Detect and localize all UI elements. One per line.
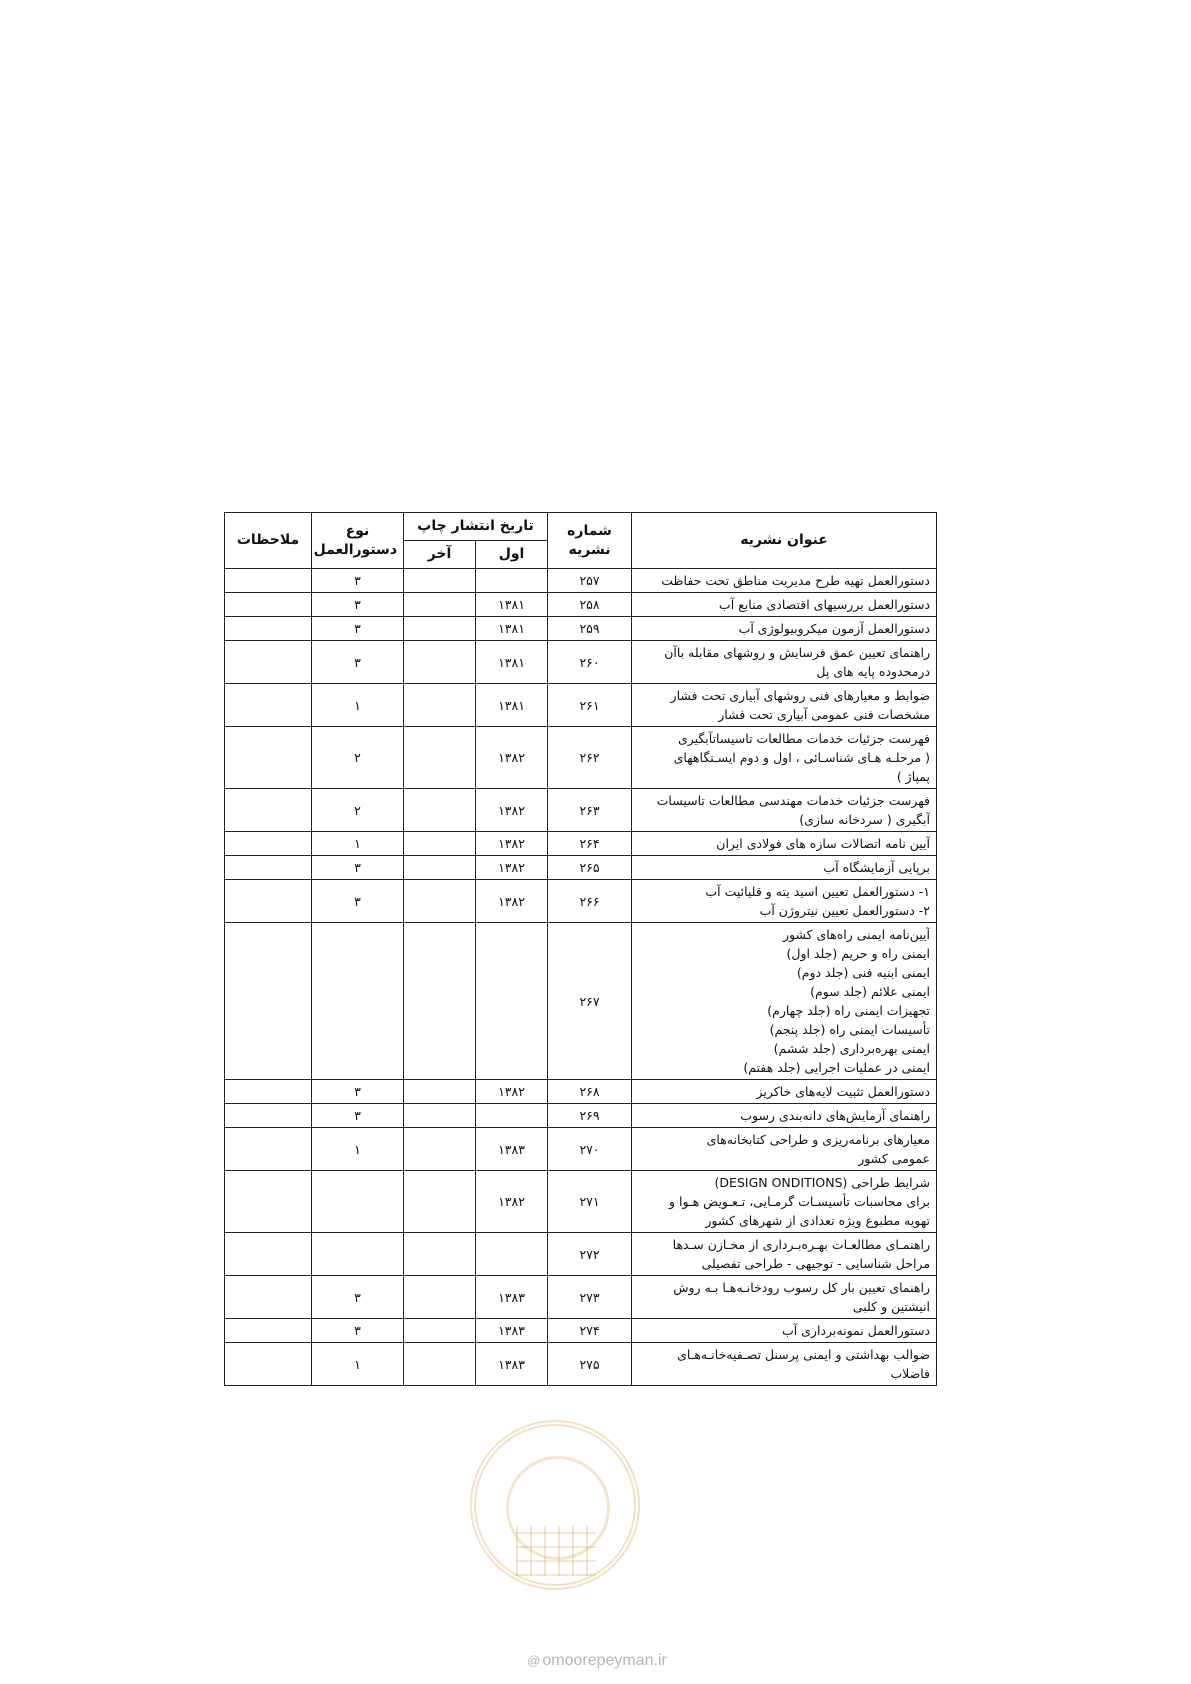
header-first: اول <box>476 541 548 569</box>
table-row <box>225 1171 937 1233</box>
cell-last-print <box>404 641 476 684</box>
cell-notes <box>225 617 312 641</box>
cell-type: ۳ <box>312 880 404 923</box>
title-line: تهویه مطبوع ویژه تعدادی از شهرهای کشور <box>705 1213 931 1228</box>
cell-last-print <box>404 727 476 789</box>
cell-notes <box>225 1104 312 1128</box>
cell-first-print: ۱۳۸۲ <box>476 832 548 856</box>
cell-first-print: ۱۳۸۲ <box>476 727 548 789</box>
cell-notes <box>225 684 312 727</box>
cell-number: ۲۶۹ <box>548 1104 632 1128</box>
cell-title <box>632 593 937 617</box>
title-line: مشخصات فنی عمومی آبیاری تحت فشار <box>718 707 931 722</box>
cell-type: ۳ <box>312 1104 404 1128</box>
cell-last-print <box>404 1233 476 1276</box>
table-row <box>225 789 937 832</box>
cell-notes <box>225 832 312 856</box>
cell-number: ۲۶۳ <box>548 789 632 832</box>
cell-number: ۲۶۵ <box>548 856 632 880</box>
cell-title <box>632 789 937 832</box>
table-row <box>225 880 937 923</box>
cell-title <box>632 1319 937 1343</box>
table-row <box>225 593 937 617</box>
cell-number: ۲۶۴ <box>548 832 632 856</box>
cell-title <box>632 856 937 880</box>
title-line: ایمنی علائم (جلد سوم) <box>810 984 931 999</box>
cell-notes <box>225 569 312 593</box>
cell-last-print <box>404 789 476 832</box>
cell-type <box>312 1233 404 1276</box>
cell-type: ۱ <box>312 684 404 727</box>
title-line: برپایی آزمایشگاه آب <box>823 860 931 875</box>
title-line: تأسیسات ایمنی راه (جلد پنجم) <box>769 1022 931 1037</box>
cell-title <box>632 1128 937 1171</box>
cell-notes <box>225 923 312 1080</box>
cell-first-print <box>476 1104 548 1128</box>
cell-title <box>632 1080 937 1104</box>
cell-notes <box>225 1343 312 1386</box>
cell-notes <box>225 593 312 617</box>
cell-first-print: ۱۳۸۱ <box>476 641 548 684</box>
cell-last-print <box>404 1276 476 1319</box>
cell-number: ۲۵۹ <box>548 617 632 641</box>
title-line: راهنمای تعیین بار کل رسوب رودخانـه‌هـا بـه روش <box>673 1280 931 1295</box>
cell-type: ۳ <box>312 569 404 593</box>
cell-notes <box>225 856 312 880</box>
title-line: مراحل شناسایی - توجیهی - طراحی تفصیلی <box>701 1256 931 1271</box>
title-line: ضوالب بهداشتی و ایمنی پرسنل تصـفیه‌خانـه‌هـای <box>677 1347 931 1362</box>
cell-title <box>632 832 937 856</box>
title-line: راهنمـای مطالعـات بهـره‌بـرداری از مخـازن سـدها <box>672 1237 931 1252</box>
table-row <box>225 1128 937 1171</box>
table-row <box>225 727 937 789</box>
cell-title <box>632 880 937 923</box>
cell-title <box>632 641 937 684</box>
cell-first-print: ۱۳۸۲ <box>476 1171 548 1233</box>
cell-type: ۳ <box>312 1276 404 1319</box>
cell-number: ۲۷۴ <box>548 1319 632 1343</box>
title-line: آیین نامه اتصالات سازه های فولادی ایران <box>716 836 931 851</box>
cell-number: ۲۶۱ <box>548 684 632 727</box>
cell-type: ۲ <box>312 727 404 789</box>
cell-title <box>632 1276 937 1319</box>
cell-type <box>312 923 404 1080</box>
cell-first-print: ۱۳۸۱ <box>476 684 548 727</box>
cell-last-print <box>404 684 476 727</box>
cell-type: ۳ <box>312 856 404 880</box>
cell-notes <box>225 1080 312 1104</box>
cell-number: ۲۶۲ <box>548 727 632 789</box>
cell-notes <box>225 789 312 832</box>
cell-number: ۲۵۸ <box>548 593 632 617</box>
cell-title <box>632 684 937 727</box>
cell-last-print <box>404 1104 476 1128</box>
cell-type: ۲ <box>312 789 404 832</box>
cell-title <box>632 1343 937 1386</box>
cell-number: ۲۵۷ <box>548 569 632 593</box>
cell-last-print <box>404 569 476 593</box>
cell-type: ۱ <box>312 1128 404 1171</box>
table-row <box>225 832 937 856</box>
cell-first-print: ۱۳۸۲ <box>476 856 548 880</box>
title-line: برای محاسبات تأسیسـات گرمـایی، تـعـویض هـوا و <box>668 1194 931 1209</box>
cell-first-print <box>476 923 548 1080</box>
header-type: نوع دستورالعمل <box>312 513 404 569</box>
footer-watermark <box>497 1652 697 1670</box>
title-line: ایمنی در عملیات اجرایی (جلد هفتم) <box>743 1060 931 1075</box>
seal-grid <box>516 1526 596 1576</box>
title-line: ۱- دستورالعمل تعیین اسید یته و قلیائیت آب <box>705 884 931 899</box>
cell-title <box>632 923 937 1080</box>
title-line: راهنمای تعیین عمق فرسایش و روشهای مقابله باآن <box>664 645 931 660</box>
title-line: پمپاژ ) <box>896 769 931 784</box>
header-title: عنوان نشریه <box>632 513 937 569</box>
title-line: فهرست جزئیات خدمات مطالعات تاسیساتآبگیری <box>677 731 931 746</box>
cell-first-print: ۱۳۸۳ <box>476 1276 548 1319</box>
cell-first-print: ۱۳۸۲ <box>476 880 548 923</box>
cell-type: ۱ <box>312 832 404 856</box>
cell-last-print <box>404 617 476 641</box>
publications-table <box>224 512 937 1386</box>
cell-notes <box>225 1233 312 1276</box>
cell-number: ۲۶۰ <box>548 641 632 684</box>
cell-number: ۲۷۰ <box>548 1128 632 1171</box>
cell-first-print: ۱۳۸۱ <box>476 617 548 641</box>
title-line: ضوابط و معیارهای فنی روشهای آبیاری تحت فشار <box>670 688 931 703</box>
cell-title <box>632 1171 937 1233</box>
cell-title <box>632 569 937 593</box>
title-line: دستورالعمل نمونه‌برداری آب <box>781 1323 931 1338</box>
cell-title <box>632 617 937 641</box>
header-notes: ملاحظات <box>225 513 312 569</box>
table-row <box>225 641 937 684</box>
cell-last-print <box>404 1319 476 1343</box>
watermark-site: omoorepeyman.ir <box>542 1652 667 1669</box>
table-header <box>225 513 937 569</box>
cell-first-print: ۱۳۸۳ <box>476 1343 548 1386</box>
cell-first-print: ۱۳۸۳ <box>476 1319 548 1343</box>
table-row <box>225 1080 937 1104</box>
title-line: ( مرحلـه هـای شناسـائی ، اول و دوم ایسـتگاههای <box>673 750 931 765</box>
title-line: دستورالعمل بررسیهای اقتصادی منابع آب <box>718 597 931 612</box>
title-line: آبگیری ( سردخانه سازی) <box>799 812 931 827</box>
table-row <box>225 1104 937 1128</box>
cell-type: ۳ <box>312 1319 404 1343</box>
seal-watermark <box>470 1420 640 1590</box>
table-row <box>225 1343 937 1386</box>
cell-notes <box>225 1171 312 1233</box>
cell-title <box>632 727 937 789</box>
cell-last-print <box>404 1128 476 1171</box>
cell-first-print <box>476 569 548 593</box>
table-row <box>225 856 937 880</box>
title-line: فهرست جزئیات خدمات مهندسی مطالعات تاسیسات <box>656 793 931 808</box>
cell-first-print: ۱۳۸۱ <box>476 593 548 617</box>
title-line: آیین‌نامه ایمنی راه‌های کشور <box>782 927 931 942</box>
cell-last-print <box>404 593 476 617</box>
title-line: ایمنی ابنیه فنی (جلد دوم) <box>796 965 931 980</box>
title-line: دستورالعمل آزمون میکروبیولوژی آب <box>738 621 931 636</box>
cell-type: ۳ <box>312 593 404 617</box>
cell-type <box>312 1171 404 1233</box>
cell-type: ۳ <box>312 1080 404 1104</box>
cell-number: ۲۷۳ <box>548 1276 632 1319</box>
cell-first-print: ۱۳۸۲ <box>476 1080 548 1104</box>
cell-first-print <box>476 1233 548 1276</box>
title-line: فاضلاب <box>890 1366 931 1381</box>
cell-first-print: ۱۳۸۲ <box>476 789 548 832</box>
cell-notes <box>225 641 312 684</box>
cell-last-print <box>404 832 476 856</box>
title-line: انیشتین و کلبی <box>852 1299 931 1314</box>
table-row <box>225 684 937 727</box>
cell-number: ۲۶۷ <box>548 923 632 1080</box>
cell-last-print <box>404 1343 476 1386</box>
header-last: آخر <box>404 541 476 569</box>
at-icon: @ <box>527 1653 541 1668</box>
cell-notes <box>225 1319 312 1343</box>
cell-number: ۲۷۵ <box>548 1343 632 1386</box>
cell-last-print <box>404 923 476 1080</box>
cell-last-print <box>404 1171 476 1233</box>
title-line: دستورالعمل تهیه طرح مدیریت مناطق تحت حفاظت <box>661 573 931 588</box>
title-line: شرایط طراحی (DESIGN ONDITIONS) <box>714 1175 931 1190</box>
cell-number: ۲۶۶ <box>548 880 632 923</box>
header-number: شماره نشریه <box>548 513 632 569</box>
table-row <box>225 1233 937 1276</box>
cell-first-print: ۱۳۸۳ <box>476 1128 548 1171</box>
cell-notes <box>225 727 312 789</box>
cell-type: ۱ <box>312 1343 404 1386</box>
table-row <box>225 1319 937 1343</box>
title-line: دستورالعمل تثبیت لایه‌های خاکریز <box>756 1084 931 1099</box>
cell-title <box>632 1104 937 1128</box>
title-line: معیارهای برنامه‌ریزی و طراحی کتابخانه‌های <box>706 1132 931 1147</box>
cell-title <box>632 1233 937 1276</box>
title-line: عمومی کشور <box>858 1151 931 1166</box>
title-line: درمحدوده پایه های پل <box>816 664 931 679</box>
cell-number: ۲۷۱ <box>548 1171 632 1233</box>
table-row <box>225 617 937 641</box>
cell-notes <box>225 1276 312 1319</box>
cell-number: ۲۶۸ <box>548 1080 632 1104</box>
cell-type: ۳ <box>312 641 404 684</box>
title-line: ۲- دستورالعمل تعیین نیتروژن آب <box>759 903 931 918</box>
cell-last-print <box>404 880 476 923</box>
title-line: راهنمای آزمایش‌های دانه‌بندی رسوب <box>740 1108 931 1123</box>
cell-notes <box>225 1128 312 1171</box>
title-line: تجهیزات ایمنی راه (جلد چهارم) <box>767 1003 931 1018</box>
table-body <box>225 569 937 1386</box>
title-line: ایمنی راه و حریم (جلد اول) <box>786 946 931 961</box>
table-row <box>225 1276 937 1319</box>
seal-inner-ring <box>506 1456 610 1560</box>
cell-number: ۲۷۲ <box>548 1233 632 1276</box>
cell-last-print <box>404 1080 476 1104</box>
table-row <box>225 923 937 1080</box>
cell-type: ۳ <box>312 617 404 641</box>
table-row <box>225 569 937 593</box>
header-pub-date: تاریخ انتشار چاپ <box>404 513 548 541</box>
title-line: ایمنی بهره‌برداری (جلد ششم) <box>773 1041 931 1056</box>
cell-last-print <box>404 856 476 880</box>
cell-notes <box>225 880 312 923</box>
